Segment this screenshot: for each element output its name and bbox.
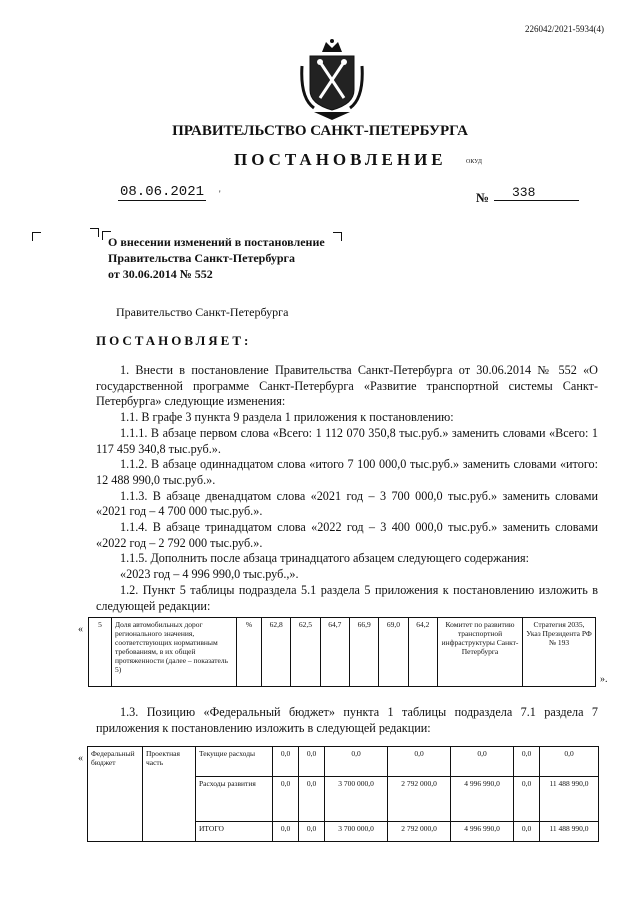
document-subject <box>108 234 325 282</box>
table-cell: 4 996 990,0 <box>451 777 514 821</box>
corner-mark-left <box>32 232 41 241</box>
table-cell: 0,0 <box>299 747 325 777</box>
subject-line: Правительства Санкт-Петербурга <box>108 251 296 265</box>
corner-mark-subject-tl <box>90 228 99 237</box>
table-cell: 0,0 <box>514 747 540 777</box>
subject-line: О внесении изменений в постановление <box>108 235 325 249</box>
table-cell: 0,0 <box>514 777 540 821</box>
table1-close-quote: ». <box>600 674 608 685</box>
subject-line: от 30.06.2014 № 552 <box>108 267 213 281</box>
table-cell: 11 488 990,0 <box>540 777 599 821</box>
table-cell: Текущие расходы <box>196 747 273 777</box>
table-cell: 62,5 <box>291 618 320 687</box>
table-cell: Комитет по развитию транспортной инфраструктуры Санкт-Петербурга <box>438 618 523 687</box>
table-cell: 62,8 <box>262 618 291 687</box>
table-cell: 3 700 000,0 <box>325 821 388 841</box>
table-cell: 0,0 <box>273 777 299 821</box>
table2-open-quote: « <box>78 753 83 764</box>
table-cell: 0,0 <box>540 747 599 777</box>
table-cell: 0,0 <box>273 821 299 841</box>
government-title: ПРАВИТЕЛЬСТВО САНКТ-ПЕТЕРБУРГА <box>172 123 468 139</box>
indicator-table <box>88 617 596 687</box>
paragraph: «2023 год – 4 996 990,0 тыс.руб.,». <box>120 567 299 582</box>
date-mark: ' <box>219 189 221 199</box>
table-cell: 69,0 <box>379 618 408 687</box>
paragraph: 1.1.2. В абзаце одиннадцатом слова «итого 7 100 000,0 тыс.руб.» заменить словами «итого: 12 488 990,0 тыс.руб.». <box>96 457 598 487</box>
paragraph: 1.2. Пункт 5 таблицы подраздела 5.1 раздела 5 приложения к постановлению изложить в следующей редакции: <box>96 582 598 613</box>
table-cell: % <box>237 618 262 687</box>
document-body <box>96 363 598 614</box>
table-cell: 0,0 <box>514 821 540 841</box>
table-cell: 0,0 <box>273 747 299 777</box>
table-cell: 0,0 <box>325 747 388 777</box>
table-cell: Проектная часть <box>143 747 196 842</box>
coat-of-arms-icon <box>300 38 364 122</box>
document-type: ПОСТАНОВЛЕНИЕ <box>234 150 447 169</box>
table-cell: 2 792 000,0 <box>388 821 451 841</box>
table-cell: Стратегия 2035, Указ Президента РФ № 193 <box>523 618 596 687</box>
table-cell: 0,0 <box>388 747 451 777</box>
registration-number: 226042/2021-5934(4) <box>525 24 604 34</box>
paragraph: 1.1.1. В абзаце первом слова «Всего: 1 112 070 350,8 тыс.руб.» заменить словами «Всего: 1 117 459 340,8 тыс.руб.». <box>96 425 598 456</box>
document-date: 08.06.2021 <box>119 184 204 200</box>
issuer: Правительство Санкт-Петербурга <box>116 305 289 319</box>
table-cell: 64,2 <box>408 618 437 687</box>
table-cell: 4 996 990,0 <box>451 821 514 841</box>
corner-mark-subject-tr <box>333 232 342 241</box>
paragraph: 1. Внести в постановление Правительства Санкт-Петербурга от 30.06.2014 № 552 «О государственной программе Санкт-Петербурга «Развитие транспортной системы Санкт-Петербурга» следующие изменения: <box>96 363 598 409</box>
table-cell: 66,9 <box>349 618 378 687</box>
funding-table <box>87 746 599 842</box>
table-row <box>88 747 599 777</box>
paragraph <box>96 705 598 736</box>
document-number: 338 <box>494 185 579 201</box>
paragraph: 1.1.5. Дополнить после абзаца тринадцатого абзацем следующего содержания: <box>120 551 530 566</box>
paragraph: 1.1. В графе 3 пункта 9 раздела 1 приложения к постановлению: <box>120 410 454 425</box>
table-cell: 5 <box>89 618 112 687</box>
table-cell: Федеральный бюджет <box>88 747 143 842</box>
okud-label: ОКУД <box>466 159 482 165</box>
paragraph: 1.1.3. В абзаце двенадцатом слова «2021 год – 3 700 000,0 тыс.руб.» заменить словами «2021 год – 4 700 000 тыс.руб.». <box>96 488 598 519</box>
paragraph-text: 1.3. Позицию «Федеральный бюджет» пункта 1 таблицы подраздела 7.1 раздела 7 приложения к постановлению изложить в следующей редакции: <box>96 705 598 735</box>
table-cell: 2 792 000,0 <box>388 777 451 821</box>
paragraph: 1.1.4. В абзаце тринадцатом слова «2022 год – 3 400 000,0 тыс.руб.» заменить словами «2022 год – 2 792 000 тыс.руб.». <box>96 520 598 550</box>
table-cell: 0,0 <box>451 747 514 777</box>
table-cell: 3 700 000,0 <box>325 777 388 821</box>
table-cell: 11 488 990,0 <box>540 821 599 841</box>
table-cell: Доля автомобильных дорог регионального значения, соответствующих нормативным требованиям, в их общей протяженности (далее – показатель 5) <box>112 618 237 687</box>
table1-open-quote: « <box>78 624 83 635</box>
table-cell: 0,0 <box>299 821 325 841</box>
table-cell: 0,0 <box>299 777 325 821</box>
number-label: № <box>476 190 490 205</box>
table-cell: Расходы развития <box>196 777 273 821</box>
table-cell: 64,7 <box>320 618 349 687</box>
table-cell: ИТОГО <box>196 821 273 841</box>
table-row <box>89 618 596 687</box>
resolves-heading: ПОСТАНОВЛЯЕТ: <box>96 333 252 348</box>
